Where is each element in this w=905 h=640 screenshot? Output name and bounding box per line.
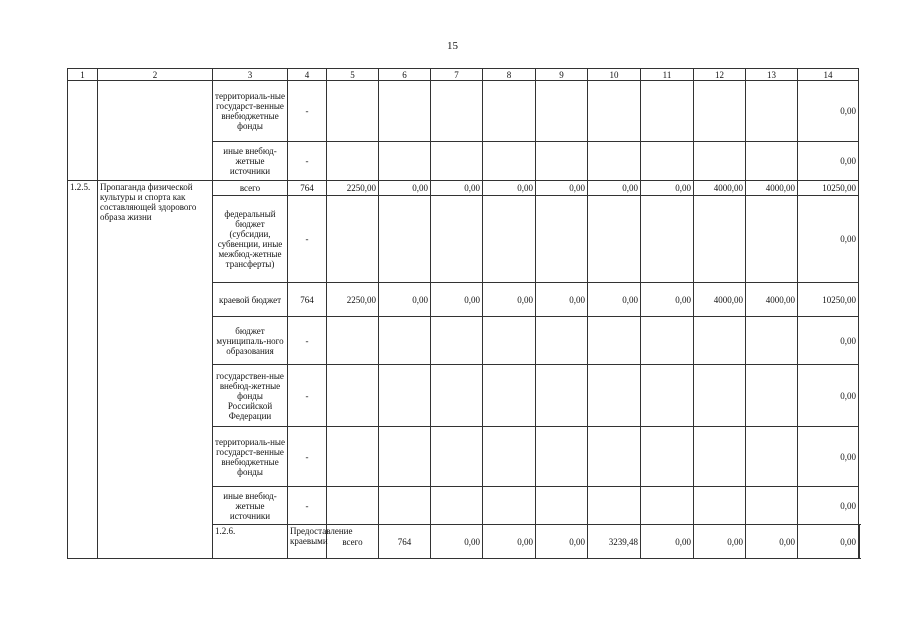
value-cell: 0,00 bbox=[641, 283, 694, 317]
item-code-cell bbox=[68, 81, 98, 181]
value-cell bbox=[327, 196, 379, 283]
value-cell bbox=[483, 196, 536, 283]
kbk-code: - bbox=[288, 427, 327, 487]
value-cell: 4000,00 bbox=[694, 181, 746, 196]
value-cell bbox=[431, 365, 483, 427]
value-cell bbox=[641, 317, 694, 365]
value-cell bbox=[379, 196, 431, 283]
item-name: Предоставление краевыми bbox=[288, 525, 327, 559]
value-cell: 0,00 bbox=[483, 525, 536, 559]
value-cell bbox=[483, 487, 536, 525]
value-cell bbox=[379, 81, 431, 142]
funding-source: иные внебюд-жетные источники bbox=[213, 142, 288, 181]
funding-source: территориаль-ные государст-венные внебюджетные фонды bbox=[213, 427, 288, 487]
value-cell: 0,00 bbox=[431, 283, 483, 317]
table-row bbox=[68, 181, 860, 196]
value-cell bbox=[746, 427, 798, 487]
value-cell: 0,00 bbox=[483, 181, 536, 196]
value-cell: 0,00 bbox=[588, 181, 641, 196]
total-cell: 10250,00 bbox=[798, 283, 859, 317]
value-cell bbox=[379, 317, 431, 365]
item-name-cell bbox=[98, 81, 213, 181]
value-cell bbox=[431, 317, 483, 365]
col-number: 14 bbox=[798, 69, 859, 81]
kbk-code: - bbox=[288, 317, 327, 365]
value-cell: 4000,00 bbox=[746, 181, 798, 196]
funding-source: всего bbox=[213, 181, 288, 196]
value-cell bbox=[431, 81, 483, 142]
value-cell bbox=[694, 427, 746, 487]
value-cell bbox=[588, 196, 641, 283]
value-cell bbox=[536, 487, 588, 525]
value-cell: 4000,00 bbox=[694, 283, 746, 317]
value-cell bbox=[327, 427, 379, 487]
value-cell bbox=[536, 196, 588, 283]
value-cell: 2250,00 bbox=[327, 283, 379, 317]
value-cell: 0,00 bbox=[483, 283, 536, 317]
total-cell: 0,00 bbox=[798, 427, 859, 487]
funding-source: краевой бюджет bbox=[213, 283, 288, 317]
value-cell: 2250,00 bbox=[327, 181, 379, 196]
value-cell: 0,00 bbox=[694, 525, 746, 559]
value-cell: 0,00 bbox=[379, 283, 431, 317]
value-cell bbox=[431, 487, 483, 525]
value-cell bbox=[746, 365, 798, 427]
funding-source: федеральный бюджет (субсидии, субвенции, иные межбюд-жетные трансферты) bbox=[213, 196, 288, 283]
value-cell: 0,00 bbox=[641, 181, 694, 196]
col-number: 11 bbox=[641, 69, 694, 81]
value-cell: 0,00 bbox=[536, 525, 588, 559]
total-cell: 0,00 bbox=[798, 365, 859, 427]
value-cell bbox=[746, 487, 798, 525]
value-cell bbox=[641, 81, 694, 142]
value-cell bbox=[588, 317, 641, 365]
value-cell bbox=[641, 365, 694, 427]
value-cell bbox=[483, 427, 536, 487]
funding-source: бюджет муниципаль-ного образования bbox=[213, 317, 288, 365]
col-number: 2 bbox=[98, 69, 213, 81]
total-cell: 0,00 bbox=[798, 487, 859, 525]
funding-source: территориаль-ные государст-венные внебюджетные фонды bbox=[213, 81, 288, 142]
value-cell bbox=[536, 317, 588, 365]
value-cell bbox=[327, 317, 379, 365]
col-number: 3 bbox=[213, 69, 288, 81]
item-code: 1.2.5. bbox=[68, 181, 98, 559]
value-cell bbox=[641, 427, 694, 487]
col-number: 10 bbox=[588, 69, 641, 81]
value-cell bbox=[379, 142, 431, 181]
value-cell bbox=[483, 317, 536, 365]
kbk-code: - bbox=[288, 81, 327, 142]
value-cell bbox=[327, 487, 379, 525]
value-cell bbox=[536, 365, 588, 427]
value-cell bbox=[588, 427, 641, 487]
budget-table bbox=[67, 68, 860, 559]
value-cell: 0,00 bbox=[746, 525, 798, 559]
value-cell bbox=[536, 81, 588, 142]
value-cell bbox=[746, 81, 798, 142]
value-cell bbox=[746, 196, 798, 283]
value-cell bbox=[694, 487, 746, 525]
value-cell bbox=[483, 142, 536, 181]
value-cell bbox=[694, 196, 746, 283]
value-cell: 0,00 bbox=[641, 525, 694, 559]
value-cell bbox=[641, 487, 694, 525]
funding-source: государствен-ные внебюд-жетные фонды Российской Федерации bbox=[213, 365, 288, 427]
item-code: 1.2.6. bbox=[213, 525, 288, 559]
value-cell: 3239,48 bbox=[588, 525, 641, 559]
value-cell bbox=[483, 81, 536, 142]
col-number: 9 bbox=[536, 69, 588, 81]
value-cell bbox=[536, 142, 588, 181]
value-cell bbox=[694, 317, 746, 365]
value-cell bbox=[327, 81, 379, 142]
col-number: 1 bbox=[68, 69, 98, 81]
funding-source: всего bbox=[327, 525, 379, 559]
kbk-code: - bbox=[288, 365, 327, 427]
kbk-code: - bbox=[288, 196, 327, 283]
value-cell: 0,00 bbox=[588, 283, 641, 317]
col-number: 6 bbox=[379, 69, 431, 81]
total-cell: 0,00 bbox=[798, 142, 859, 181]
value-cell bbox=[379, 487, 431, 525]
value-cell: 0,00 bbox=[798, 525, 859, 559]
col-number: 7 bbox=[431, 69, 483, 81]
funding-source: иные внебюд-жетные источники bbox=[213, 487, 288, 525]
value-cell bbox=[431, 196, 483, 283]
col-number: 12 bbox=[694, 69, 746, 81]
value-cell bbox=[327, 142, 379, 181]
value-cell bbox=[694, 365, 746, 427]
value-cell: 0,00 bbox=[379, 181, 431, 196]
value-cell bbox=[431, 142, 483, 181]
total-cell: 0,00 bbox=[798, 196, 859, 283]
value-cell bbox=[746, 317, 798, 365]
item-name: Пропаганда физической культуры и спорта как составляющей здорового образа жизни bbox=[98, 181, 213, 559]
value-cell: 0,00 bbox=[431, 525, 483, 559]
col-number: 13 bbox=[746, 69, 798, 81]
value-cell bbox=[379, 427, 431, 487]
value-cell: 0,00 bbox=[536, 283, 588, 317]
value-cell bbox=[588, 142, 641, 181]
total-cell: 0,00 bbox=[798, 81, 859, 142]
table-row bbox=[68, 81, 860, 142]
value-cell bbox=[746, 142, 798, 181]
value-cell bbox=[379, 365, 431, 427]
col-number: 5 bbox=[327, 69, 379, 81]
value-cell bbox=[536, 427, 588, 487]
kbk-code: 764 bbox=[288, 181, 327, 196]
value-cell bbox=[588, 365, 641, 427]
value-cell: 0,00 bbox=[431, 181, 483, 196]
column-number-row bbox=[68, 69, 860, 81]
value-cell bbox=[431, 427, 483, 487]
total-cell: 10250,00 bbox=[798, 181, 859, 196]
value-cell: 4000,00 bbox=[746, 283, 798, 317]
value-cell bbox=[327, 365, 379, 427]
kbk-code: - bbox=[288, 487, 327, 525]
value-cell bbox=[641, 142, 694, 181]
value-cell bbox=[483, 365, 536, 427]
col-number: 8 bbox=[483, 69, 536, 81]
value-cell bbox=[588, 487, 641, 525]
value-cell bbox=[588, 81, 641, 142]
kbk-code: 764 bbox=[288, 283, 327, 317]
value-cell bbox=[694, 81, 746, 142]
total-cell: 0,00 bbox=[798, 317, 859, 365]
total-cell bbox=[859, 525, 860, 559]
value-cell: 0,00 bbox=[536, 181, 588, 196]
value-cell bbox=[694, 142, 746, 181]
kbk-code: - bbox=[288, 142, 327, 181]
kbk-code: 764 bbox=[379, 525, 431, 559]
page-number: 15 bbox=[447, 40, 458, 52]
col-number: 4 bbox=[288, 69, 327, 81]
value-cell bbox=[641, 196, 694, 283]
